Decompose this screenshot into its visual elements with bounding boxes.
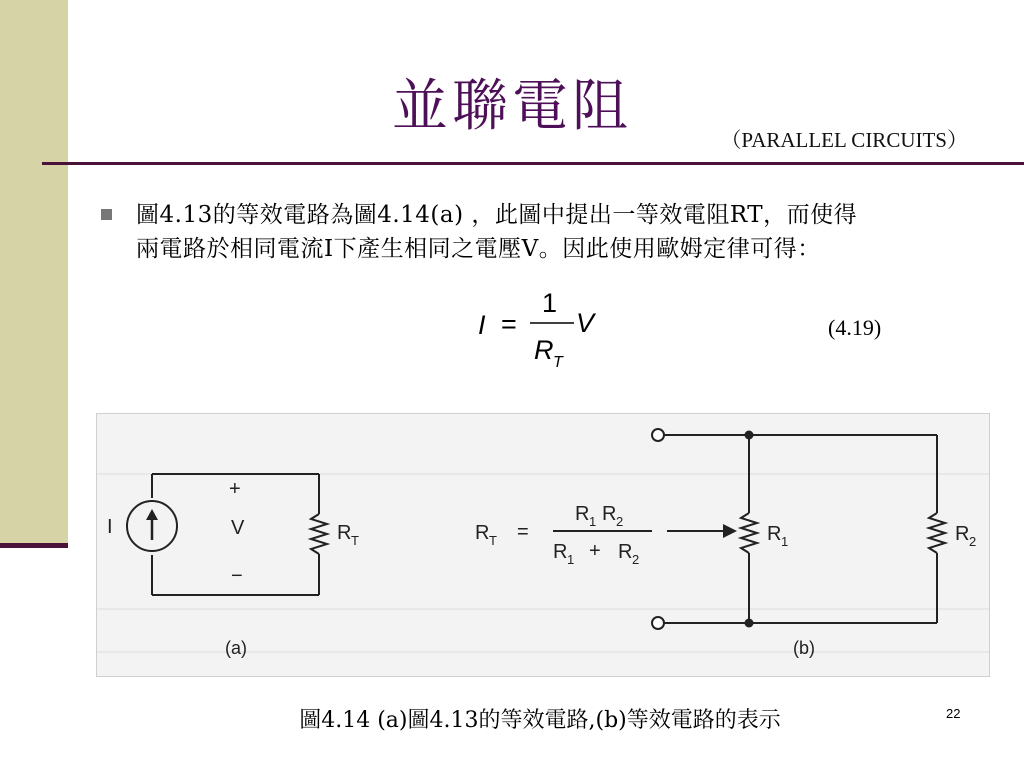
slide-title: 並聯電阻 — [392, 74, 632, 139]
formula-num-r1-subscript: 1 — [589, 514, 597, 529]
terminal-bottom-icon — [652, 617, 664, 629]
equation-denominator-subscript: T — [553, 354, 563, 371]
formula-rt-subscript: T — [489, 533, 497, 548]
junction-top-icon — [745, 431, 754, 440]
formula-den-r2: R — [618, 541, 633, 563]
formula-num-r1: R — [575, 503, 590, 525]
circuit-figure — [96, 413, 990, 677]
minus-sign: − — [231, 565, 243, 587]
current-arrow-head-icon — [146, 509, 158, 520]
equation-number: (4.19) — [828, 315, 882, 340]
bullet-square-icon — [101, 209, 112, 220]
circuit-diagram — [97, 414, 989, 676]
equation-equals: = — [501, 309, 517, 339]
formula-den-r1-subscript: 1 — [567, 552, 575, 567]
part-b-label: (b) — [793, 638, 815, 658]
equation-numerator: 1 — [542, 288, 558, 318]
resistor-rt-subscript: T — [351, 533, 359, 548]
formula-rt: R — [475, 522, 490, 544]
formula-equals: = — [517, 521, 529, 543]
figure-caption: 圖4.14 (a)圖4.13的等效電路,(b)等效電路的表示 — [299, 708, 781, 733]
formula-den-r2-subscript: 2 — [632, 552, 640, 567]
resistor-rt-label: R — [337, 522, 352, 544]
scan-background-lines — [97, 474, 989, 652]
junction-bottom-icon — [745, 619, 754, 628]
part-a-label: (a) — [225, 638, 247, 658]
formula-num-r2: R — [602, 503, 617, 525]
equation-lhs: I — [478, 310, 486, 340]
arrow-right-icon — [723, 524, 737, 538]
equation-rhs: V — [576, 308, 595, 338]
resistor-r2-label: R — [955, 523, 970, 545]
resistor-r1-subscript: 1 — [781, 534, 789, 549]
title-divider — [42, 162, 1024, 165]
bullet-line-1: 圖4.13的等效電路為圖4.14(a) ，此圖中提出一等效電阻RT，而使得 — [136, 202, 858, 228]
slide-subtitle: （PARALLEL CIRCUITS） — [720, 128, 968, 152]
circuit-b-wires — [664, 435, 945, 623]
bullet-paragraph — [136, 198, 976, 266]
terminal-top-icon — [652, 429, 664, 441]
formula-den-plus: + — [589, 540, 601, 562]
plus-sign: + — [229, 478, 241, 500]
sidebar-edge-line — [0, 543, 68, 548]
formula-num-r2-subscript: 2 — [616, 514, 624, 529]
voltage-label: V — [231, 517, 245, 539]
page-number: 22 — [946, 706, 961, 721]
ohms-law-equation — [470, 282, 620, 377]
resistor-r1-label: R — [767, 523, 782, 545]
current-label: I — [107, 516, 113, 538]
bullet-line-2: 兩電路於相同電流I下產生相同之電壓V。因此使用歐姆定律可得： — [136, 236, 821, 262]
resistor-r2-subscript: 2 — [969, 534, 977, 549]
equation-denominator: R — [534, 335, 554, 365]
formula-den-r1: R — [553, 541, 568, 563]
